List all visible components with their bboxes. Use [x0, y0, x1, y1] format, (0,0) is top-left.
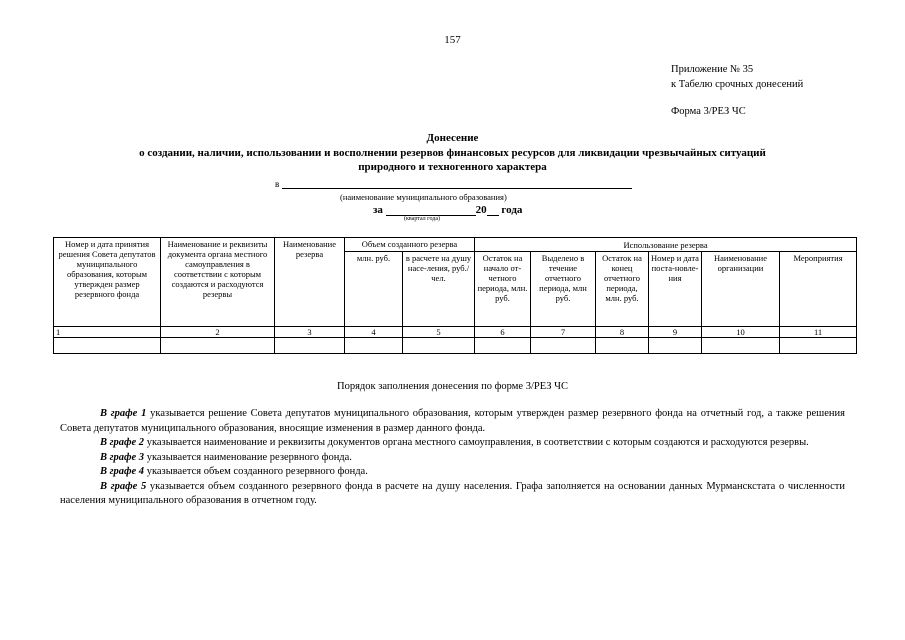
- instruction-paragraph: [60, 407, 845, 436]
- table-cell[interactable]: [780, 338, 857, 354]
- table-cell[interactable]: [54, 338, 161, 354]
- page-number: 157: [444, 34, 461, 46]
- table-row: [54, 338, 857, 354]
- year-suffix: года: [501, 204, 523, 216]
- quarter-hint: (квартал года): [404, 216, 441, 222]
- period-line: [373, 204, 522, 216]
- col-number: 9: [649, 327, 702, 338]
- col-number: 1: [54, 327, 161, 338]
- header-col-5: в расчете на душу насе-ления, руб./чел.: [403, 252, 475, 327]
- header-col-11: Мероприятия: [780, 252, 857, 327]
- table-cell[interactable]: [403, 338, 475, 354]
- header-col-3: Наименование резерва: [275, 238, 345, 327]
- title-line-3: природного и техногенного характера: [358, 161, 547, 173]
- table-cell[interactable]: [649, 338, 702, 354]
- municipality-line: [275, 179, 632, 189]
- table-cell[interactable]: [275, 338, 345, 354]
- instruction-lead: В графе 1: [100, 408, 147, 419]
- document-title: [60, 131, 845, 175]
- table-cell[interactable]: [702, 338, 780, 354]
- header-col-7: Выделено в течение отчетного периода, млн руб.: [531, 252, 596, 327]
- col-number: 3: [275, 327, 345, 338]
- year-prefix: 20: [475, 204, 487, 216]
- col-number: 5: [403, 327, 475, 338]
- instruction-paragraph: [60, 480, 845, 509]
- instruction-paragraph: [60, 465, 845, 480]
- municipality-field[interactable]: [282, 180, 632, 189]
- instruction-text: указывается наименование и реквизиты документов органа местного самоуправления, в соответствии с которым создаются и расходуются резервы.: [144, 437, 809, 448]
- in-prefix: в: [275, 179, 280, 189]
- instruction-text: указывается наименование резервного фонда.: [144, 451, 352, 463]
- instruction-paragraph: [60, 451, 845, 466]
- header-col-2: Наименование и реквизиты документа органа местного самоуправления в соответствии с которым создаются и расходуются резервы: [161, 238, 275, 327]
- fill-instructions-title: Порядок заполнения донесения по форме 3/РЕЗ ЧС: [337, 381, 568, 392]
- instruction-paragraph: [60, 436, 845, 451]
- header-col-4: млн. руб.: [345, 252, 403, 327]
- table-cell[interactable]: [475, 338, 531, 354]
- header-group-use: Использование резерва: [475, 238, 857, 252]
- quarter-field[interactable]: [386, 205, 476, 216]
- year-field[interactable]: [487, 205, 499, 216]
- col-number: 4: [345, 327, 403, 338]
- municipality-hint: (наименование муниципального образования): [340, 192, 507, 202]
- instruction-lead: В графе 5: [100, 480, 147, 492]
- header-col-9: Номер и дата поста-новле-ния: [649, 252, 702, 327]
- col-number: 11: [780, 327, 857, 338]
- col-number: 2: [161, 327, 275, 338]
- header-col-6: Остаток на начало от-четного периода, млн. руб.: [475, 252, 531, 327]
- instruction-lead: В графе 2: [100, 437, 145, 448]
- instruction-lead: В графе 4: [100, 466, 145, 477]
- report-table: [53, 237, 857, 354]
- col-number: 7: [531, 327, 596, 338]
- col-number: 10: [702, 327, 780, 338]
- period-prefix: за: [373, 204, 383, 216]
- appendix-note: [671, 62, 803, 92]
- fill-instructions: [60, 407, 845, 509]
- appendix-line-2: к Табелю срочных донесений: [671, 79, 804, 90]
- form-name: Форма 3/РЕЗ ЧС: [671, 106, 746, 117]
- table-cell[interactable]: [345, 338, 403, 354]
- header-group-volume: Объем созданного резерва: [345, 238, 475, 252]
- instruction-lead: В графе 3: [100, 451, 145, 463]
- header-col-10: Наименование организации: [702, 252, 780, 327]
- instruction-text: указывается решение Совета депутатов муниципального образования, которым утвержден размер резервного фонда на отчетный год, а также решения Совета депутатов муниципального образования, вносящие изменения в размер данного фонда.: [60, 408, 845, 434]
- header-col-8: Остаток на конец отчетного периода, млн. руб.: [596, 252, 649, 327]
- table-cell[interactable]: [531, 338, 596, 354]
- instruction-text: указывается объем созданного резервного фонда.: [144, 466, 368, 477]
- title-line-2: о создании, наличии, использовании и восполнении резервов финансовых ресурсов для ликвидации чрезвычайных ситуаций: [139, 146, 766, 159]
- appendix-line-1: Приложение № 35: [671, 64, 754, 75]
- instruction-text: указывается объем созданного резервного фонда в расчете на душу населения. Графа заполняется на основании данных Мурманскстата о численности населения муниципального образования в отчетном году.: [60, 480, 845, 506]
- col-number: 6: [475, 327, 531, 338]
- col-number: 8: [596, 327, 649, 338]
- title-line-1: Донесение: [426, 132, 479, 144]
- table-cell[interactable]: [596, 338, 649, 354]
- table-cell[interactable]: [161, 338, 275, 354]
- header-col-1: Номер и дата принятия решения Совета депутатов муниципального образования, которым утвержден размер резервного фонда: [54, 238, 161, 327]
